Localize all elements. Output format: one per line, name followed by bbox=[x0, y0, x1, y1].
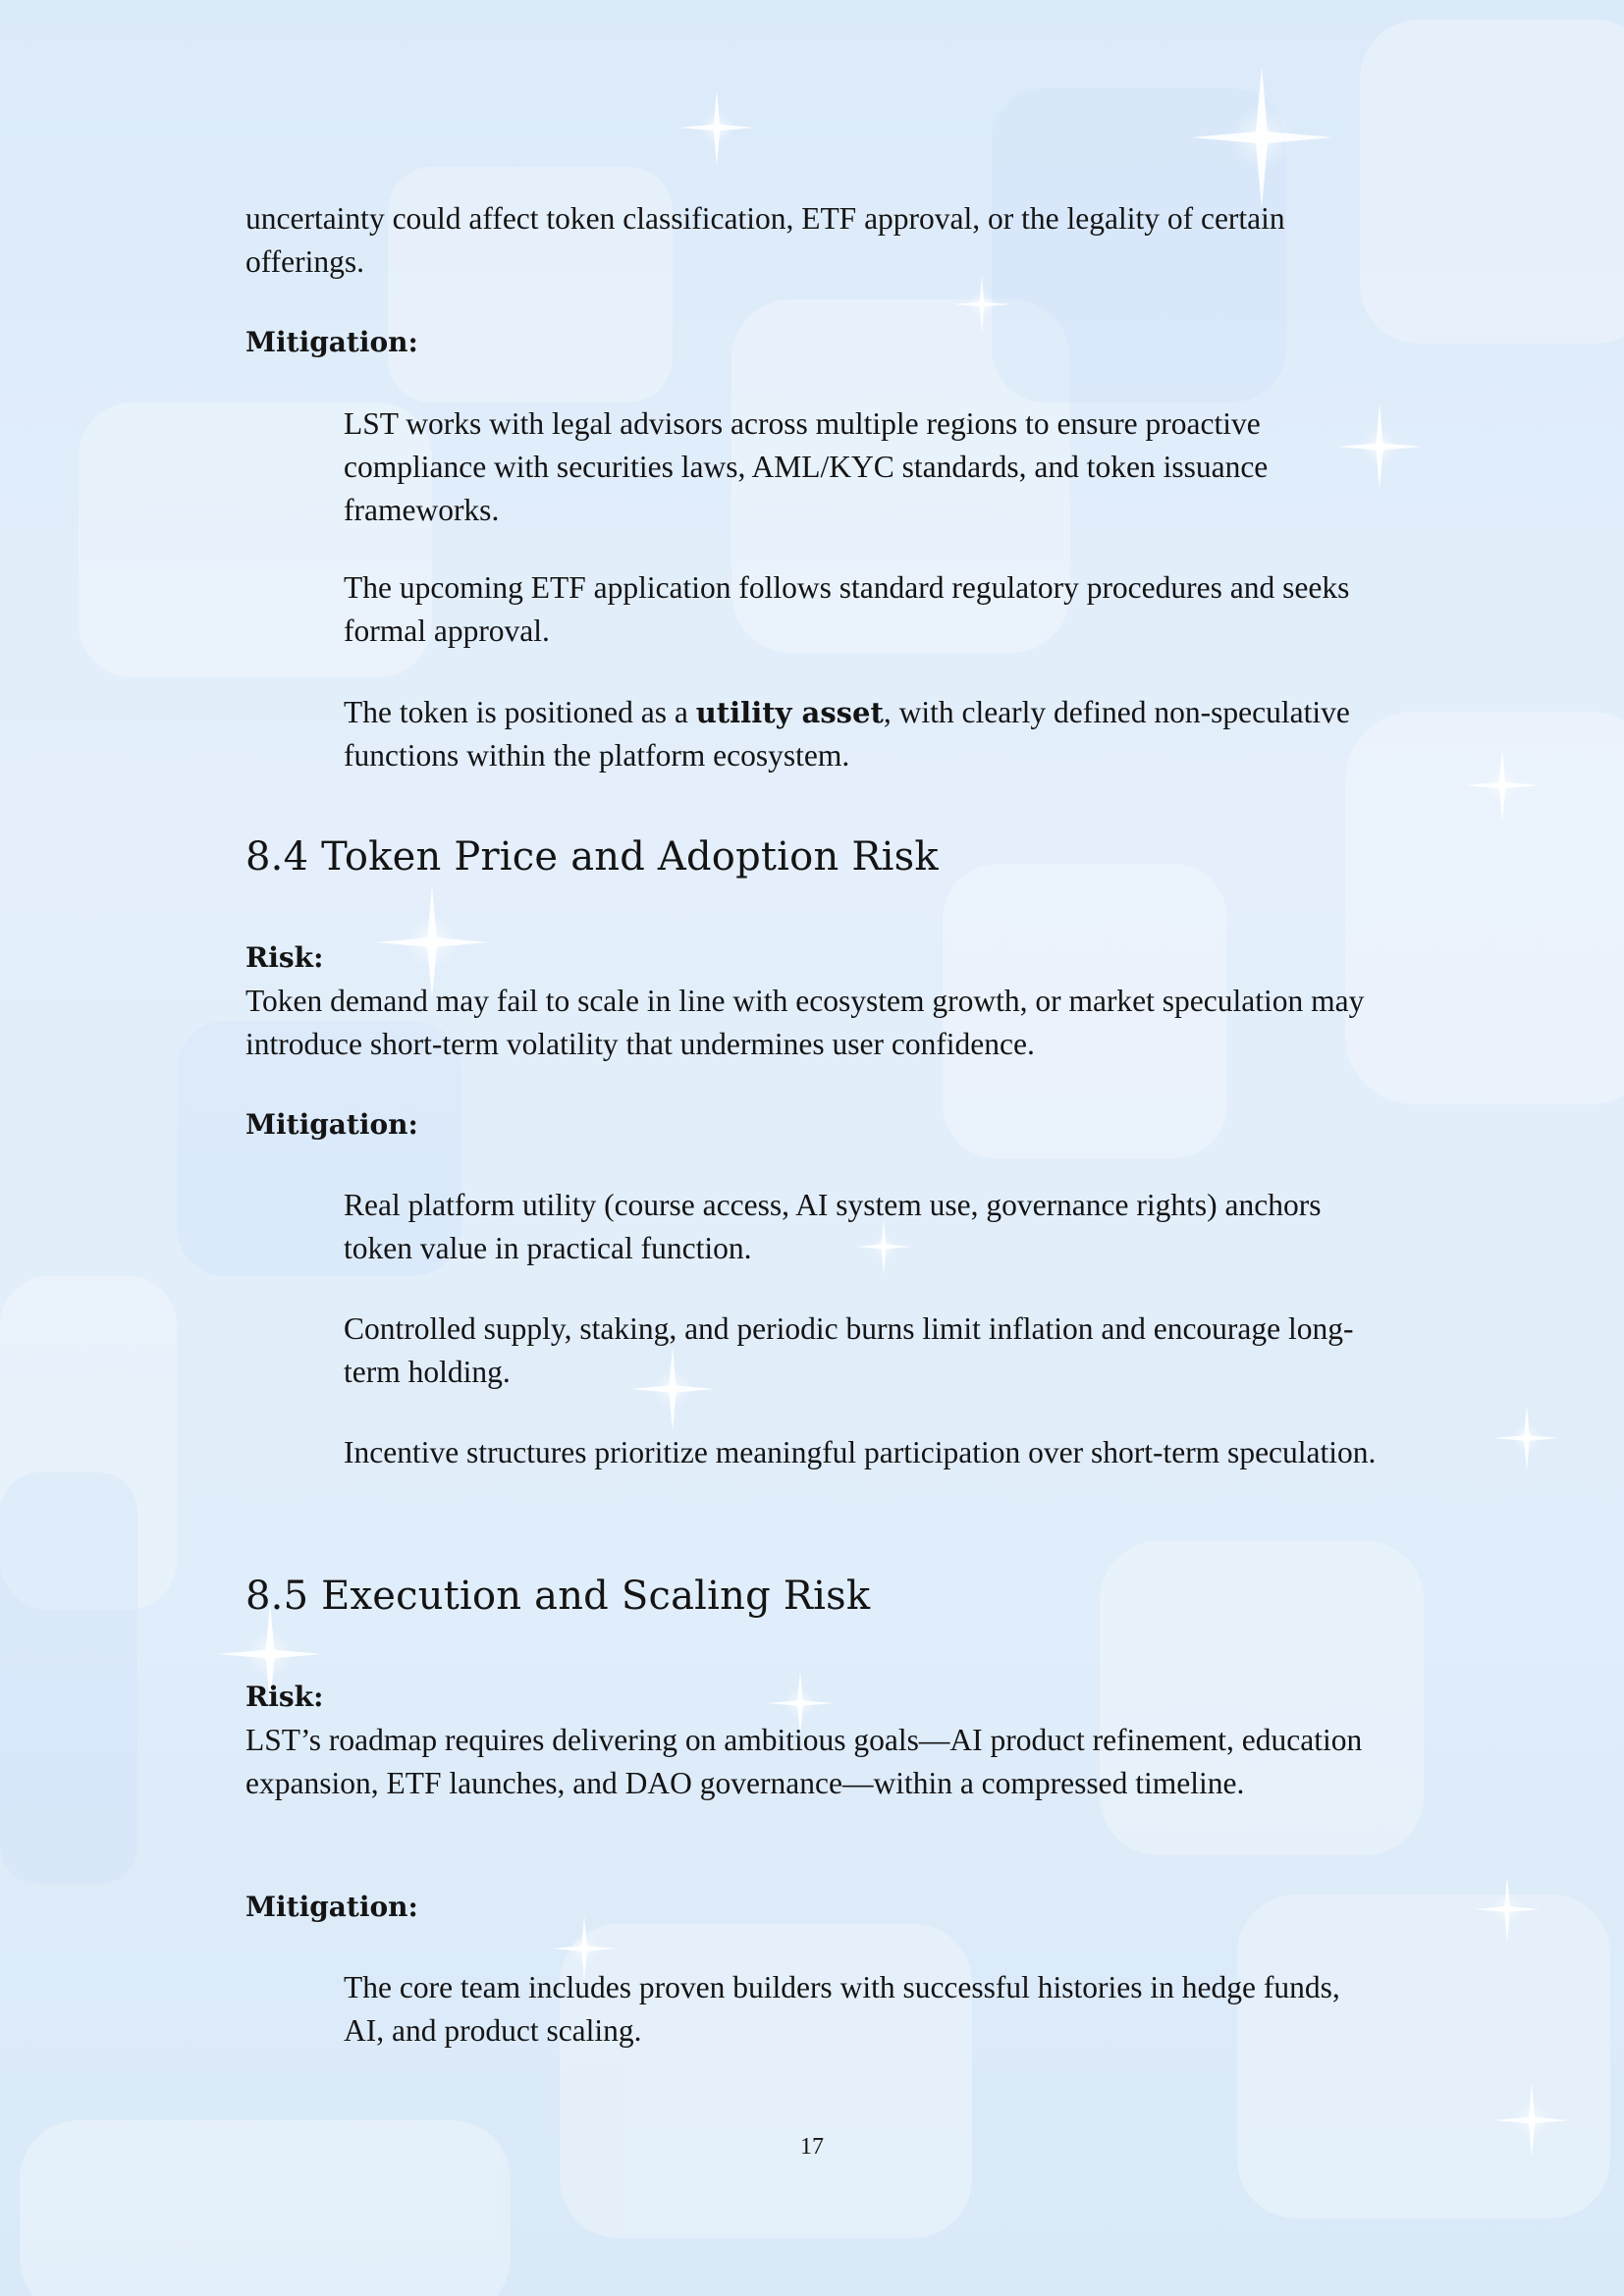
section-heading-8-4: 8.4 Token Price and Adoption Risk bbox=[245, 834, 939, 880]
page-number: 17 bbox=[800, 2134, 824, 2160]
mitigation-item-8-3-3 bbox=[344, 691, 1384, 777]
item-text-end: , with clearly defined non-speculative functions within the platform ecosystem. bbox=[344, 695, 1350, 773]
section-heading-8-5: 8.5 Execution and Scaling Risk bbox=[245, 1574, 871, 1619]
mitigation-item-8-4-1: Real platform utility (course access, AI system use, governance rights) anchors token value in practical function. bbox=[344, 1188, 1322, 1265]
risk-label-8-4: Risk: bbox=[245, 941, 324, 974]
item-text-start: The token is positioned as a bbox=[344, 695, 696, 729]
intro-paragraph: uncertainty could affect token classification, ETF approval, or the legality of certain offerings. bbox=[245, 201, 1285, 279]
mitigation-label-8-3: Mitigation: bbox=[245, 326, 418, 358]
mitigation-item-8-5-1: The core team includes proven builders with successful histories in hedge funds, AI, and product scaling. bbox=[344, 1970, 1340, 2048]
risk-label-8-5: Risk: bbox=[245, 1681, 324, 1713]
risk-text-8-4: Token demand may fail to scale in line with ecosystem growth, or market speculation may introduce short-term volatility that undermines user confidence. bbox=[245, 984, 1365, 1061]
mitigation-item-8-3-1: LST works with legal advisors across multiple regions to ensure proactive compliance with securities laws, AML/KYC standards, and token issuance frameworks. bbox=[344, 406, 1269, 527]
mitigation-item-8-4-2: Controlled supply, staking, and periodic burns limit inflation and encourage long-term holding. bbox=[344, 1311, 1354, 1389]
mitigation-item-8-3-2: The upcoming ETF application follows standard regulatory procedures and seeks formal approval. bbox=[344, 570, 1350, 648]
mitigation-label-8-4: Mitigation: bbox=[245, 1108, 418, 1141]
risk-text-8-5: LST’s roadmap requires delivering on ambitious goals—AI product refinement, education expansion, ETF launches, and DAO governance—within a compressed timeline. bbox=[245, 1723, 1363, 1800]
mitigation-label-8-5: Mitigation: bbox=[245, 1891, 418, 1923]
utility-asset-emphasis: utility asset bbox=[695, 696, 884, 729]
mitigation-item-8-4-3: Incentive structures prioritize meaningful participation over short-term speculation. bbox=[344, 1435, 1377, 1469]
